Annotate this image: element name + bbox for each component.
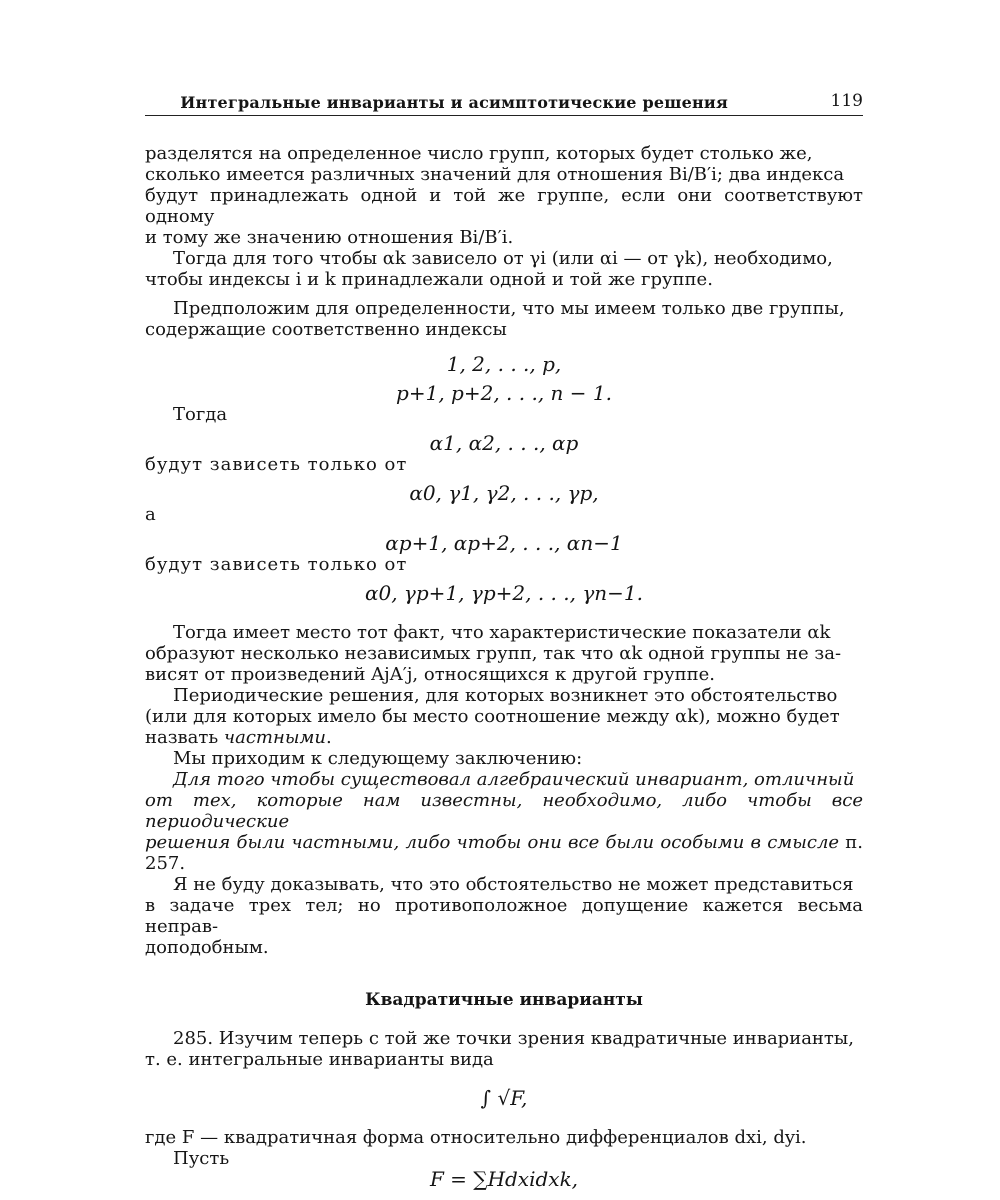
paragraph-line: содержащие соответственно индексы [145,319,507,340]
paragraph-line: и тому же значению отношения Bi/B′i. [145,227,514,248]
paragraph-line: Пусть [173,1148,230,1169]
paragraph-line: Я не буду доказывать, что это обстоятельство не может представиться [173,874,854,895]
running-title: Интегральные инварианты и асимптотические решения [180,93,728,112]
spacer [145,604,863,622]
running-head [145,93,863,116]
formula-gammas-1: α0, γ1, γ2, . . ., γp, [409,481,599,505]
paragraph-line [145,727,863,748]
paragraph-line: Мы приходим к следующему заключению: [173,748,583,769]
paragraph-line: 285. Изучим теперь с той же точки зрения квадратичные инварианты, [173,1028,854,1049]
paragraph-line: доподобным. [145,937,269,958]
text-span: назвать [145,727,224,748]
integral-formula: ∫ √F, [480,1086,528,1110]
paragraph-line: Тогда имеет место тот факт, что характеристические показатели αk [173,622,831,643]
body-text [145,143,863,1190]
theorem-line: от тех, которые нам известны, необходимо, либо чтобы все периодические [145,790,863,832]
paragraph-line: (или для которых имело бы место соотношение между αk), можно будет [145,706,840,727]
theorem-text: решения были частными, либо чтобы они все были особыми в смысле [145,832,846,853]
formula-alphas-1: α1, α2, . . ., αp [429,431,579,455]
paragraph-line: в задаче трех тел; но противоположное допущение кажется весьма неправ- [145,895,863,937]
paragraph-line: Тогда для того чтобы αk зависело от γi (или αi — от γk), необходимо, [173,248,833,269]
spacer [145,290,863,298]
paragraph-line: образуют несколько независимых групп, так что αk одной группы не за- [145,643,842,664]
paragraph-line: Тогда [173,404,228,425]
theorem-line: Для того чтобы существовал алгебраический инвариант, отличный [173,769,855,790]
section-title: Квадратичные инварианты [365,990,643,1010]
paragraph-line: разделятся на определенное число групп, которых будет столько же, [145,143,813,164]
page-number: 119 [830,91,863,111]
italic-term: частными [223,727,327,748]
paragraph-line: Предположим для определенности, что мы имеем только две группы, [173,298,845,319]
text-span: . [326,727,332,748]
sum-formula: F = ∑Hdxidxk, [429,1167,579,1191]
theorem-line [145,832,863,874]
paragraph-line: где F — квадратичная форма относительно дифференциалов dxi, dyi. [145,1127,807,1148]
formula-groups-1: 1, 2, . . ., p, [446,352,562,376]
paragraph-line: Периодические решения, для которых возникнет это обстоятельство [173,685,838,706]
paragraph-line: т. е. интегральные инварианты вида [145,1049,494,1070]
formula-groups-2: p+1, p+2, . . ., n − 1. [396,381,612,405]
paragraph-line: будут принадлежать одной и той же группе, если они соответствуют одному [145,185,863,227]
formula-gammas-2: α0, γp+1, γp+2, . . ., γn−1. [364,581,644,605]
reference: п. 257. [145,832,863,874]
spacer [145,1109,863,1127]
paragraph-line: висят от произведений AjA′j, относящихся к другой группе. [145,664,716,685]
paragraph-line: чтобы индексы i и k принадлежали одной и той же группе. [145,269,713,290]
paragraph-line: будут зависеть только от [145,454,408,475]
paragraph-line: а [145,504,156,525]
paragraph-line: сколько имеется различных значений для отношения Bi/B′i; два индекса [145,164,845,185]
formula-alphas-2: αp+1, αp+2, . . ., αn−1 [385,531,623,555]
paragraph-line: будут зависеть только от [145,554,408,575]
